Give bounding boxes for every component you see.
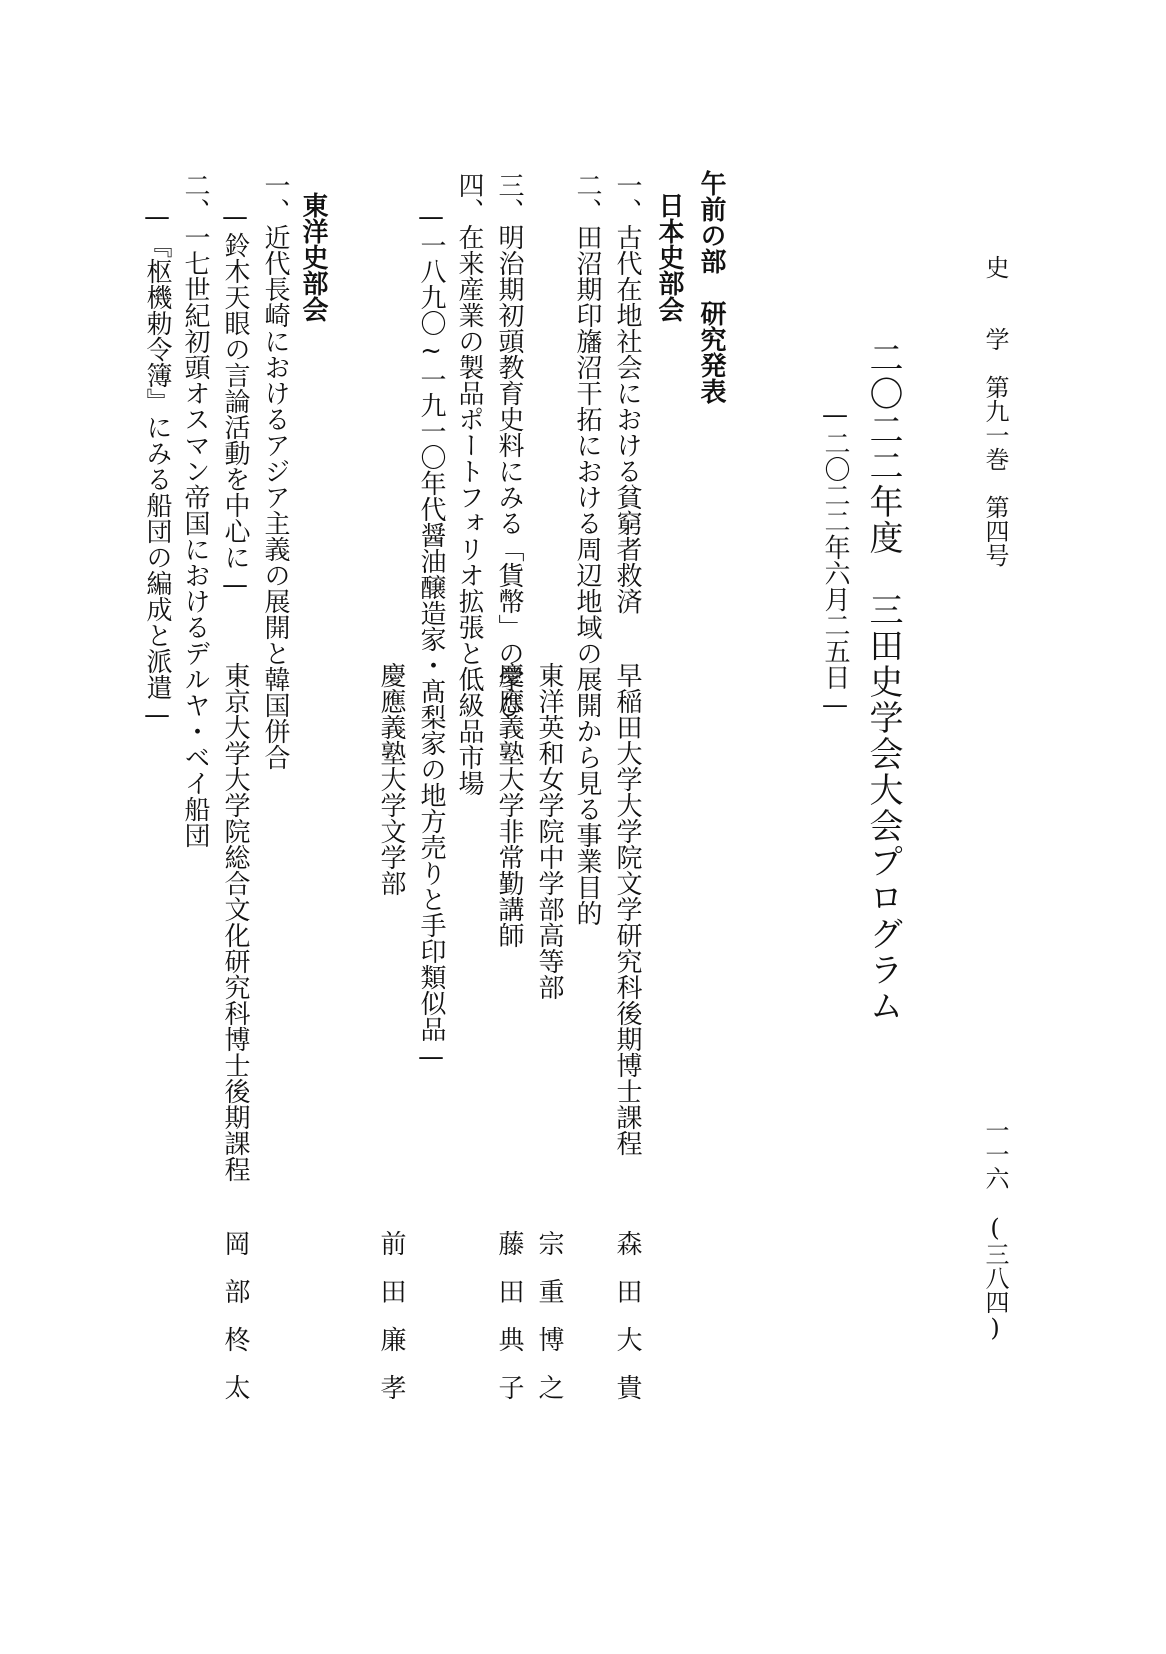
presenter-name: 宗重博之 [534,1230,564,1422]
presentation-title: 二、一七世紀初頭オスマン帝国におけるデルヤ・ベイ船団 [180,172,210,848]
presentation-title: 一、近代長崎におけるアジア主義の展開と韓国併合 [260,172,290,770]
presenter-name: 藤田典子 [494,1230,524,1422]
japanese-history-heading: 日本史部会 [654,192,684,322]
affiliation: 慶應義塾大学文学部 [376,662,406,896]
presentation-subtitle: —一八九〇~一九一〇年代醤油醸造家・髙梨家の地方売りと手印類似品— [416,202,446,1072]
presentation-subtitle: —鈴木天眼の言論活動を中心に— [220,202,250,600]
presentation-subtitle: —『枢機勅令簿』にみる船団の編成と派遣— [142,202,172,730]
presentation-title: 二、田沼期印旛沼干拓における周辺地域の展開から見る事業目的 [572,172,602,926]
event-date: —二〇二二年六月二五日— [820,400,850,720]
page-title: 二〇二二年度 三田史学会大会プログラム [863,340,903,1024]
presenter-name: 岡部柊太 [220,1230,250,1422]
affiliation: 早稲田大学大学院文学研究科後期博士課程 [612,662,642,1156]
page-number: 一一六 (三八四) [981,1118,1009,1342]
presenter-name: 森田大貴 [612,1230,642,1422]
affiliation: 東京大学大学院総合文化研究科博士後期課程 [220,662,250,1182]
journal-header: 史 学 第九一巻 第四号 [981,255,1009,567]
oriental-history-heading: 東洋史部会 [298,192,328,322]
presentation-title: 四、在来産業の製品ポートフォリオ拡張と低級品市場 [454,172,484,796]
affiliation: 東洋英和女学院中学部高等部 [534,662,564,1000]
morning-session-heading: 午前の部 研究発表 [696,170,726,404]
presentation-title: 三、明治期初頭教育史料にみる「貨幣」の学び [494,172,524,718]
affiliation: 慶應義塾大学非常勤講師 [494,662,524,948]
presenter-name: 前田廉孝 [376,1230,406,1422]
presentation-title: 一、古代在地社会における貧窮者救済 [612,172,642,614]
